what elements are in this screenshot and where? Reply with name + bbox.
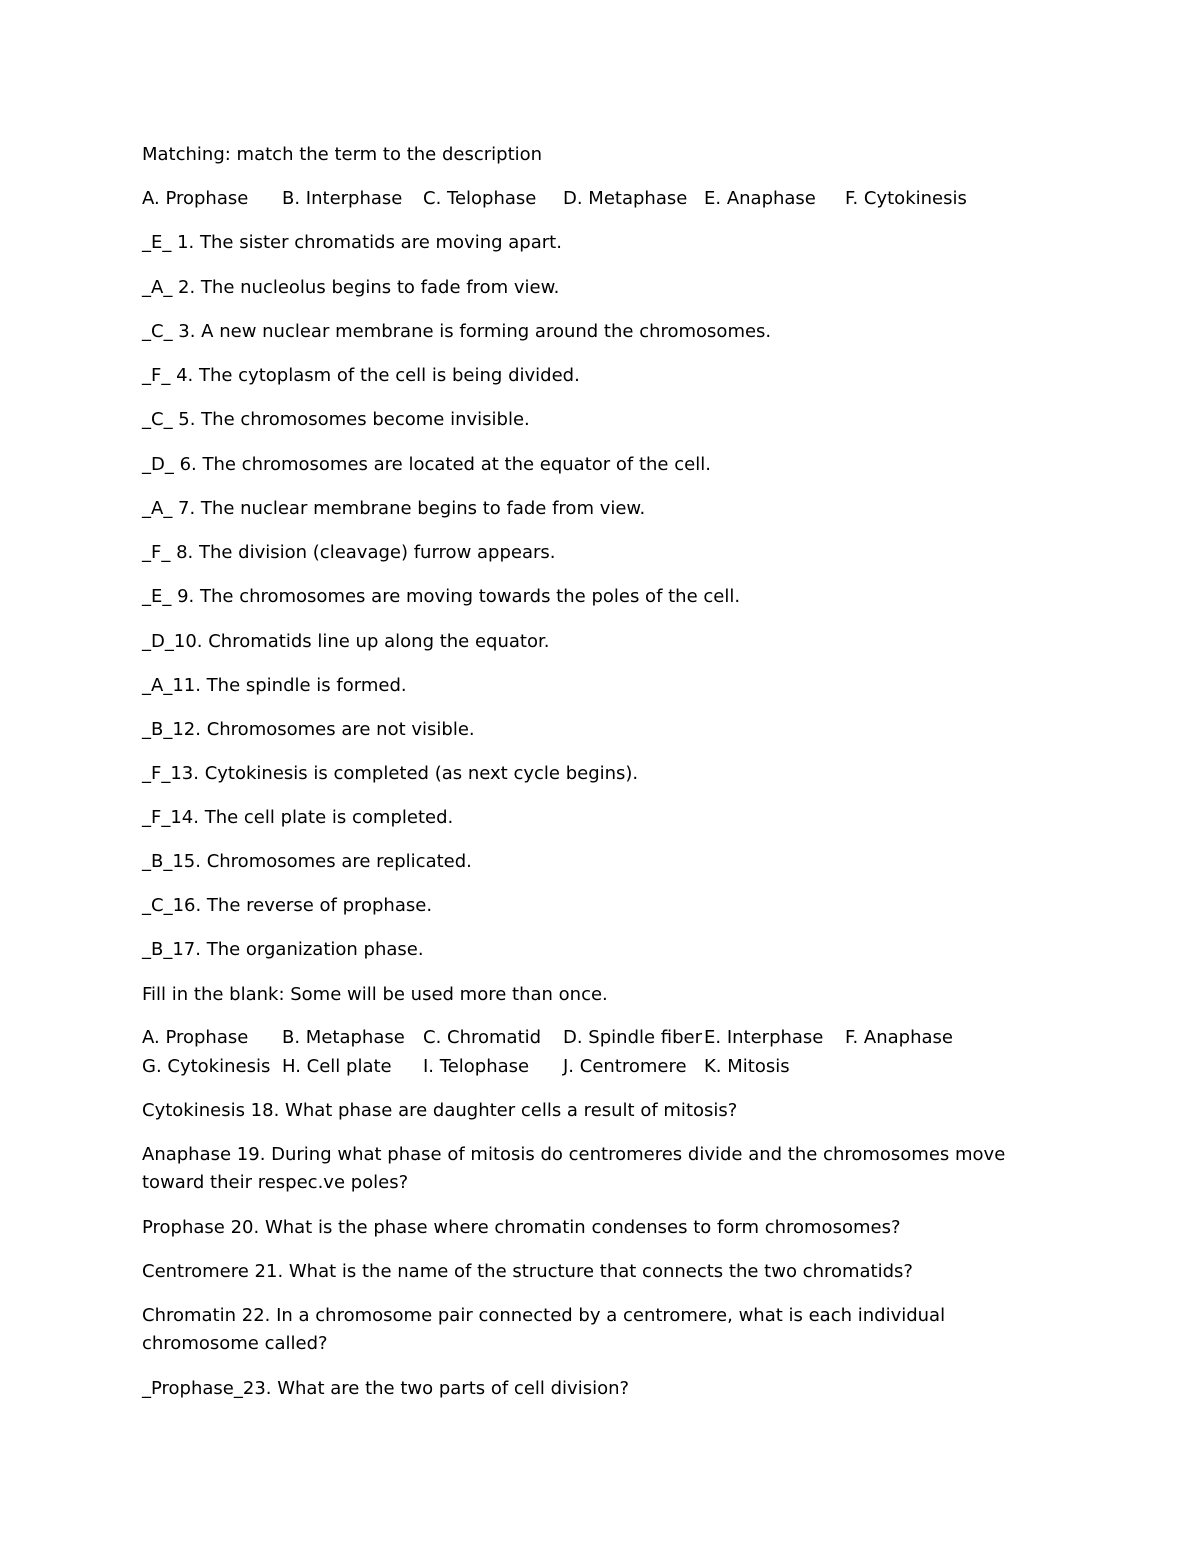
question-23: _Prophase_23. What are the two parts of cell division? [142,1378,630,1399]
matching-option: F. Cytokinesis [845,188,967,209]
question-18: Cytokinesis 18. What phase are daughter cells a result of mitosis? [142,1100,738,1121]
question-20: Prophase 20. What is the phase where chromatin condenses to form chromosomes? [142,1217,901,1238]
matching-item: _B_12. Chromosomes are not visible. [142,719,475,740]
fill-blank-options-row1 [142,1024,1042,1052]
matching-item: _F_ 4. The cytoplasm of the cell is being divided. [142,365,580,386]
fill-blank-option: B. Metaphase [282,1027,405,1048]
matching-item: _E_ 9. The chromosomes are moving towards the poles of the cell. [142,586,741,607]
matching-item: _A_11. The spindle is formed. [142,675,407,696]
matching-item: _B_15. Chromosomes are replicated. [142,851,472,872]
question-21: Centromere 21. What is the name of the structure that connects the two chromatids? [142,1261,913,1282]
fill-blank-option: G. Cytokinesis [142,1056,271,1077]
fill-blank-option: E. Interphase [704,1027,824,1048]
fill-blank-option: F. Anaphase [845,1027,953,1048]
matching-item: _A_ 2. The nucleolus begins to fade from view. [142,277,560,298]
fill-blank-option: I. Telophase [423,1056,530,1077]
question-19: Anaphase 19. During what phase of mitosis do centromeres divide and the chromosomes move toward their respec.ve poles? [142,1144,1006,1193]
matching-option: D. Metaphase [563,188,688,209]
matching-option: B. Interphase [282,188,403,209]
matching-option: C. Telophase [423,188,537,209]
matching-item: _C_16. The reverse of prophase. [142,895,433,916]
matching-item: _A_ 7. The nuclear membrane begins to fade from view. [142,498,646,519]
matching-item: _F_13. Cytokinesis is completed (as next cycle begins). [142,763,639,784]
fill-blank-option: C. Chromatid [423,1027,542,1048]
fill-blank-heading: Fill in the blank: Some will be used more than once. [142,984,608,1005]
matching-option: A. Prophase [142,188,249,209]
matching-item: _F_ 8. The division (cleavage) furrow appears. [142,542,556,563]
fill-blank-option: H. Cell plate [282,1056,392,1077]
matching-options [142,185,1042,213]
fill-blank-option: D. Spindle fiber [563,1027,703,1048]
matching-item: _F_14. The cell plate is completed. [142,807,454,828]
fill-blank-options-row2 [142,1053,1042,1081]
fill-blank-option: J. Centromere [563,1056,687,1077]
matching-item: _C_ 3. A new nuclear membrane is forming around the chromosomes. [142,321,772,342]
matching-item: _B_17. The organization phase. [142,939,424,960]
matching-item: _C_ 5. The chromosomes become invisible. [142,409,530,430]
fill-blank-option: A. Prophase [142,1027,249,1048]
matching-item: _D_ 6. The chromosomes are located at the equator of the cell. [142,454,711,475]
matching-item: _D_10. Chromatids line up along the equator. [142,631,550,652]
matching-option: E. Anaphase [704,188,816,209]
question-22: Chromatin 22. In a chromosome pair connected by a centromere, what is each individual chromosome called? [142,1305,946,1354]
fill-blank-option: K. Mitosis [704,1056,790,1077]
matching-heading: Matching: match the term to the description [142,144,543,165]
matching-item: _E_ 1. The sister chromatids are moving apart. [142,232,562,253]
